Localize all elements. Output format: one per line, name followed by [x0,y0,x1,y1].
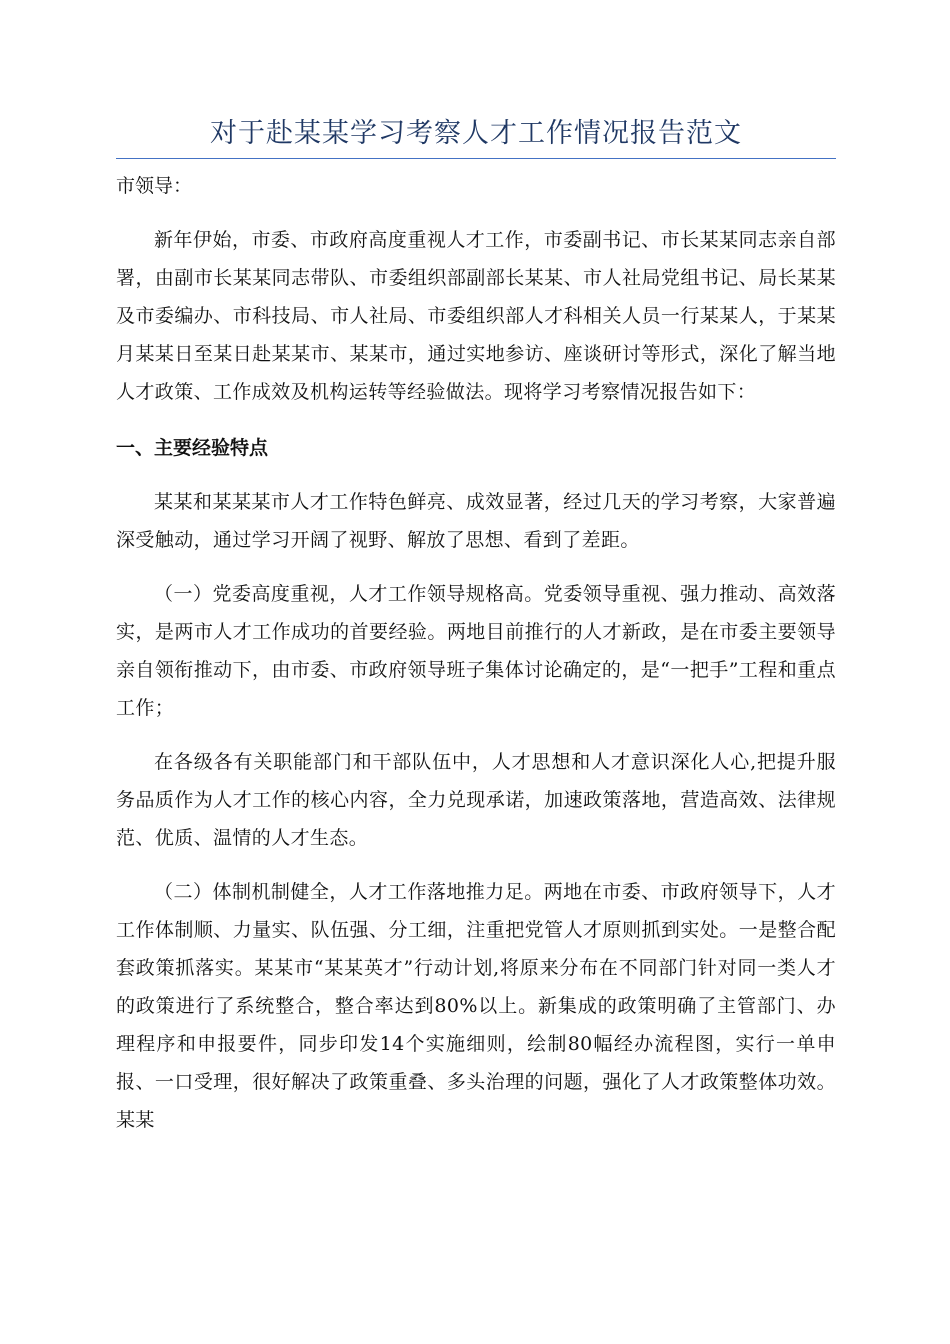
salutation: 市领导： [116,175,193,197]
intro-paragraph: 新年伊始，市委、市政府高度重视人才工作，市委副书记、市长某某同志亲自部署，由副市长某某同志带队、市委组织部副部长某某、市人社局党组书记、局长某某及市委编办、市科技局、市人社局、市委组织部人才科相关人员一行某某人，于某某月某某日至某日赴某某市、某某市，通过实地参访、座谈研讨等形式，深化了解当地人才政策、工作成效及机构运转等经验做法。现将学习考察情况报告如下： [116,229,836,403]
point1-paragraph: （一）党委高度重视，人才工作领导规格高。党委领导重视、强力推动、高效落实，是两市人才工作成功的首要经验。两地目前推行的人才新政，是在市委主要领导亲自领衔推动下，由市委、市政府领导班子集体讨论确定的，是“一把手”工程和重点工作； [116,583,836,719]
point2-paragraph: （二）体制机制健全，人才工作落地推力足。两地在市委、市政府领导下，人才工作体制顺、力量实、队伍强、分工细，注重把党管人才原则抓到实处。一是整合配套政策抓落实。某某市“某某英才”行动计划,将原来分布在不同部门针对同一类人才的政策进行了系统整合，整合率达到80%以上。新集成的政策明确了主管部门、办理程序和申报要件，同步印发14个实施细则，绘制80幅经办流程图，实行一单申报、一口受理，很好解决了政策重叠、多头治理的问题，强化了人才政策整体功效。某某 [116,881,836,1131]
point1-continuation-paragraph: 在各级各有关职能部门和干部队伍中，人才思想和人才意识深化人心,把提升服务品质作为人才工作的核心内容，全力兑现承诺，加速政策落地，营造高效、法律规范、优质、温情的人才生态。 [116,751,836,849]
section1-intro-paragraph: 某某和某某某市人才工作特色鲜亮、成效显著，经过几天的学习考察，大家普遍深受触动，通过学习开阔了视野、解放了思想、看到了差距。 [116,491,836,551]
section-heading-1: 一、主要经验特点 [116,437,269,459]
document-page [116,112,836,1139]
document-title: 对于赴某某学习考察人才工作情况报告范文 [116,112,836,159]
